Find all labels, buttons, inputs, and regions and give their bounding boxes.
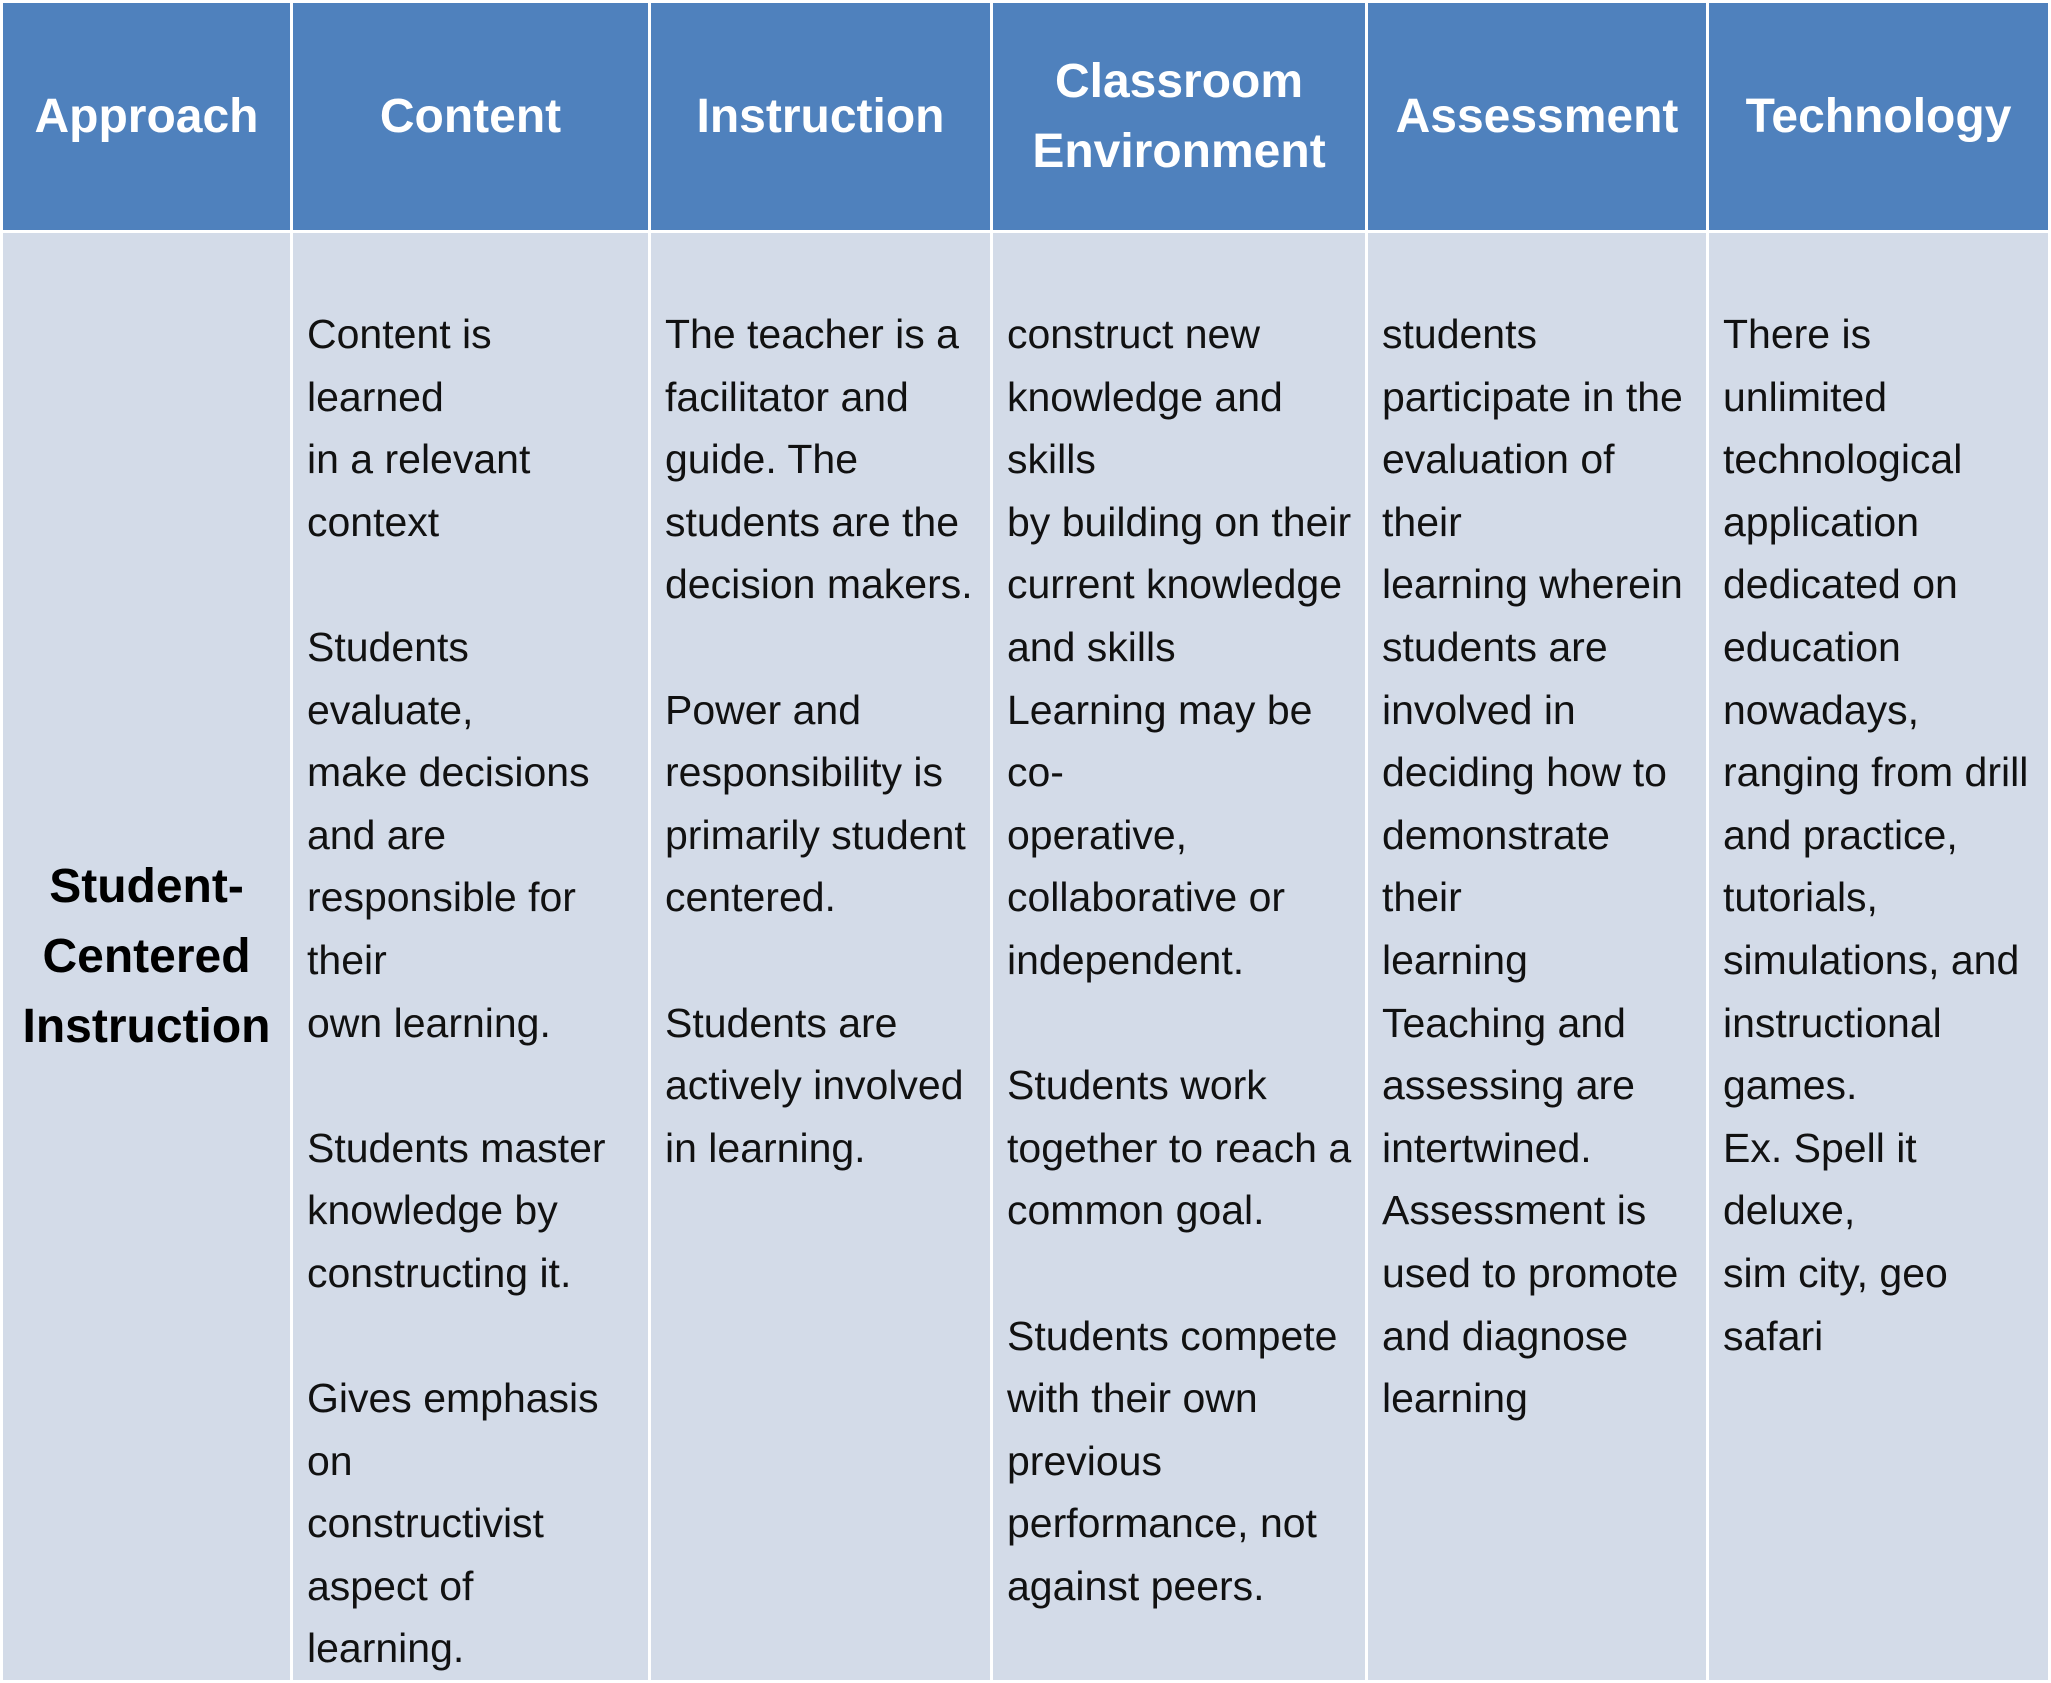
assessment-cell <box>1367 232 1708 1682</box>
content-paragraph: Students evaluate, make decisions and are responsible for their own learning. <box>307 623 590 1046</box>
assessment-paragraph: students participate in the evaluation of their learning wherein students are involved in deciding how to demonstrate their learning <box>1382 311 1683 983</box>
assessment-paragraph: Teaching and assessing are intertwined. <box>1382 999 1635 1171</box>
classroom-paragraph: Students work together to reach a common goal. <box>1007 1062 1352 1234</box>
classroom-paragraph: construct new knowledge and skills by building on their current knowledge and skills <box>1007 311 1352 670</box>
assessment-paragraph: Assessment is used to promote and diagnose learning <box>1382 1187 1679 1422</box>
instruction-paragraph: The teacher is a facilitator and guide. The students are the decision makers. <box>665 311 973 608</box>
instruction-paragraph: Power and responsibility is primarily student centered. <box>665 686 966 921</box>
header-instruction: Instruction <box>650 2 992 232</box>
instruction-paragraph: Students are actively involved in learning. <box>665 999 964 1171</box>
header-content: Content <box>292 2 650 232</box>
header-approach: Approach <box>2 2 292 232</box>
content-paragraph: Content is learned in a relevant context <box>307 311 531 545</box>
technology-cell <box>1708 232 2050 1682</box>
classroom-paragraph: Students compete with their own previous performance, not against peers. <box>1007 1312 1338 1609</box>
header-technology: Technology <box>1708 2 2050 232</box>
content-paragraph: Gives emphasis on constructivist aspect of learning. <box>307 1375 599 1672</box>
header-classroom-environment: Classroom Environment <box>992 2 1367 232</box>
instruction-cell <box>650 232 992 1682</box>
header-row <box>2 2 2050 232</box>
technology-paragraph: Ex. Spell it deluxe, sim city, geo safari <box>1723 1124 1948 1359</box>
content-cell <box>292 232 650 1682</box>
table-row <box>2 232 2050 1682</box>
approach-cell: Student- Centered Instruction <box>2 232 292 1682</box>
header-assessment: Assessment <box>1367 2 1708 232</box>
classroom-environment-cell <box>992 232 1367 1682</box>
classroom-paragraph: Learning may be co- operative, collaborative or independent. <box>1007 686 1313 983</box>
content-paragraph: Students master knowledge by constructing it. <box>307 1124 606 1296</box>
technology-paragraph: There is unlimited technological application dedicated on education nowadays, ranging from drill and practice, tutorials, simulations, and instructional games. <box>1723 311 2029 1109</box>
